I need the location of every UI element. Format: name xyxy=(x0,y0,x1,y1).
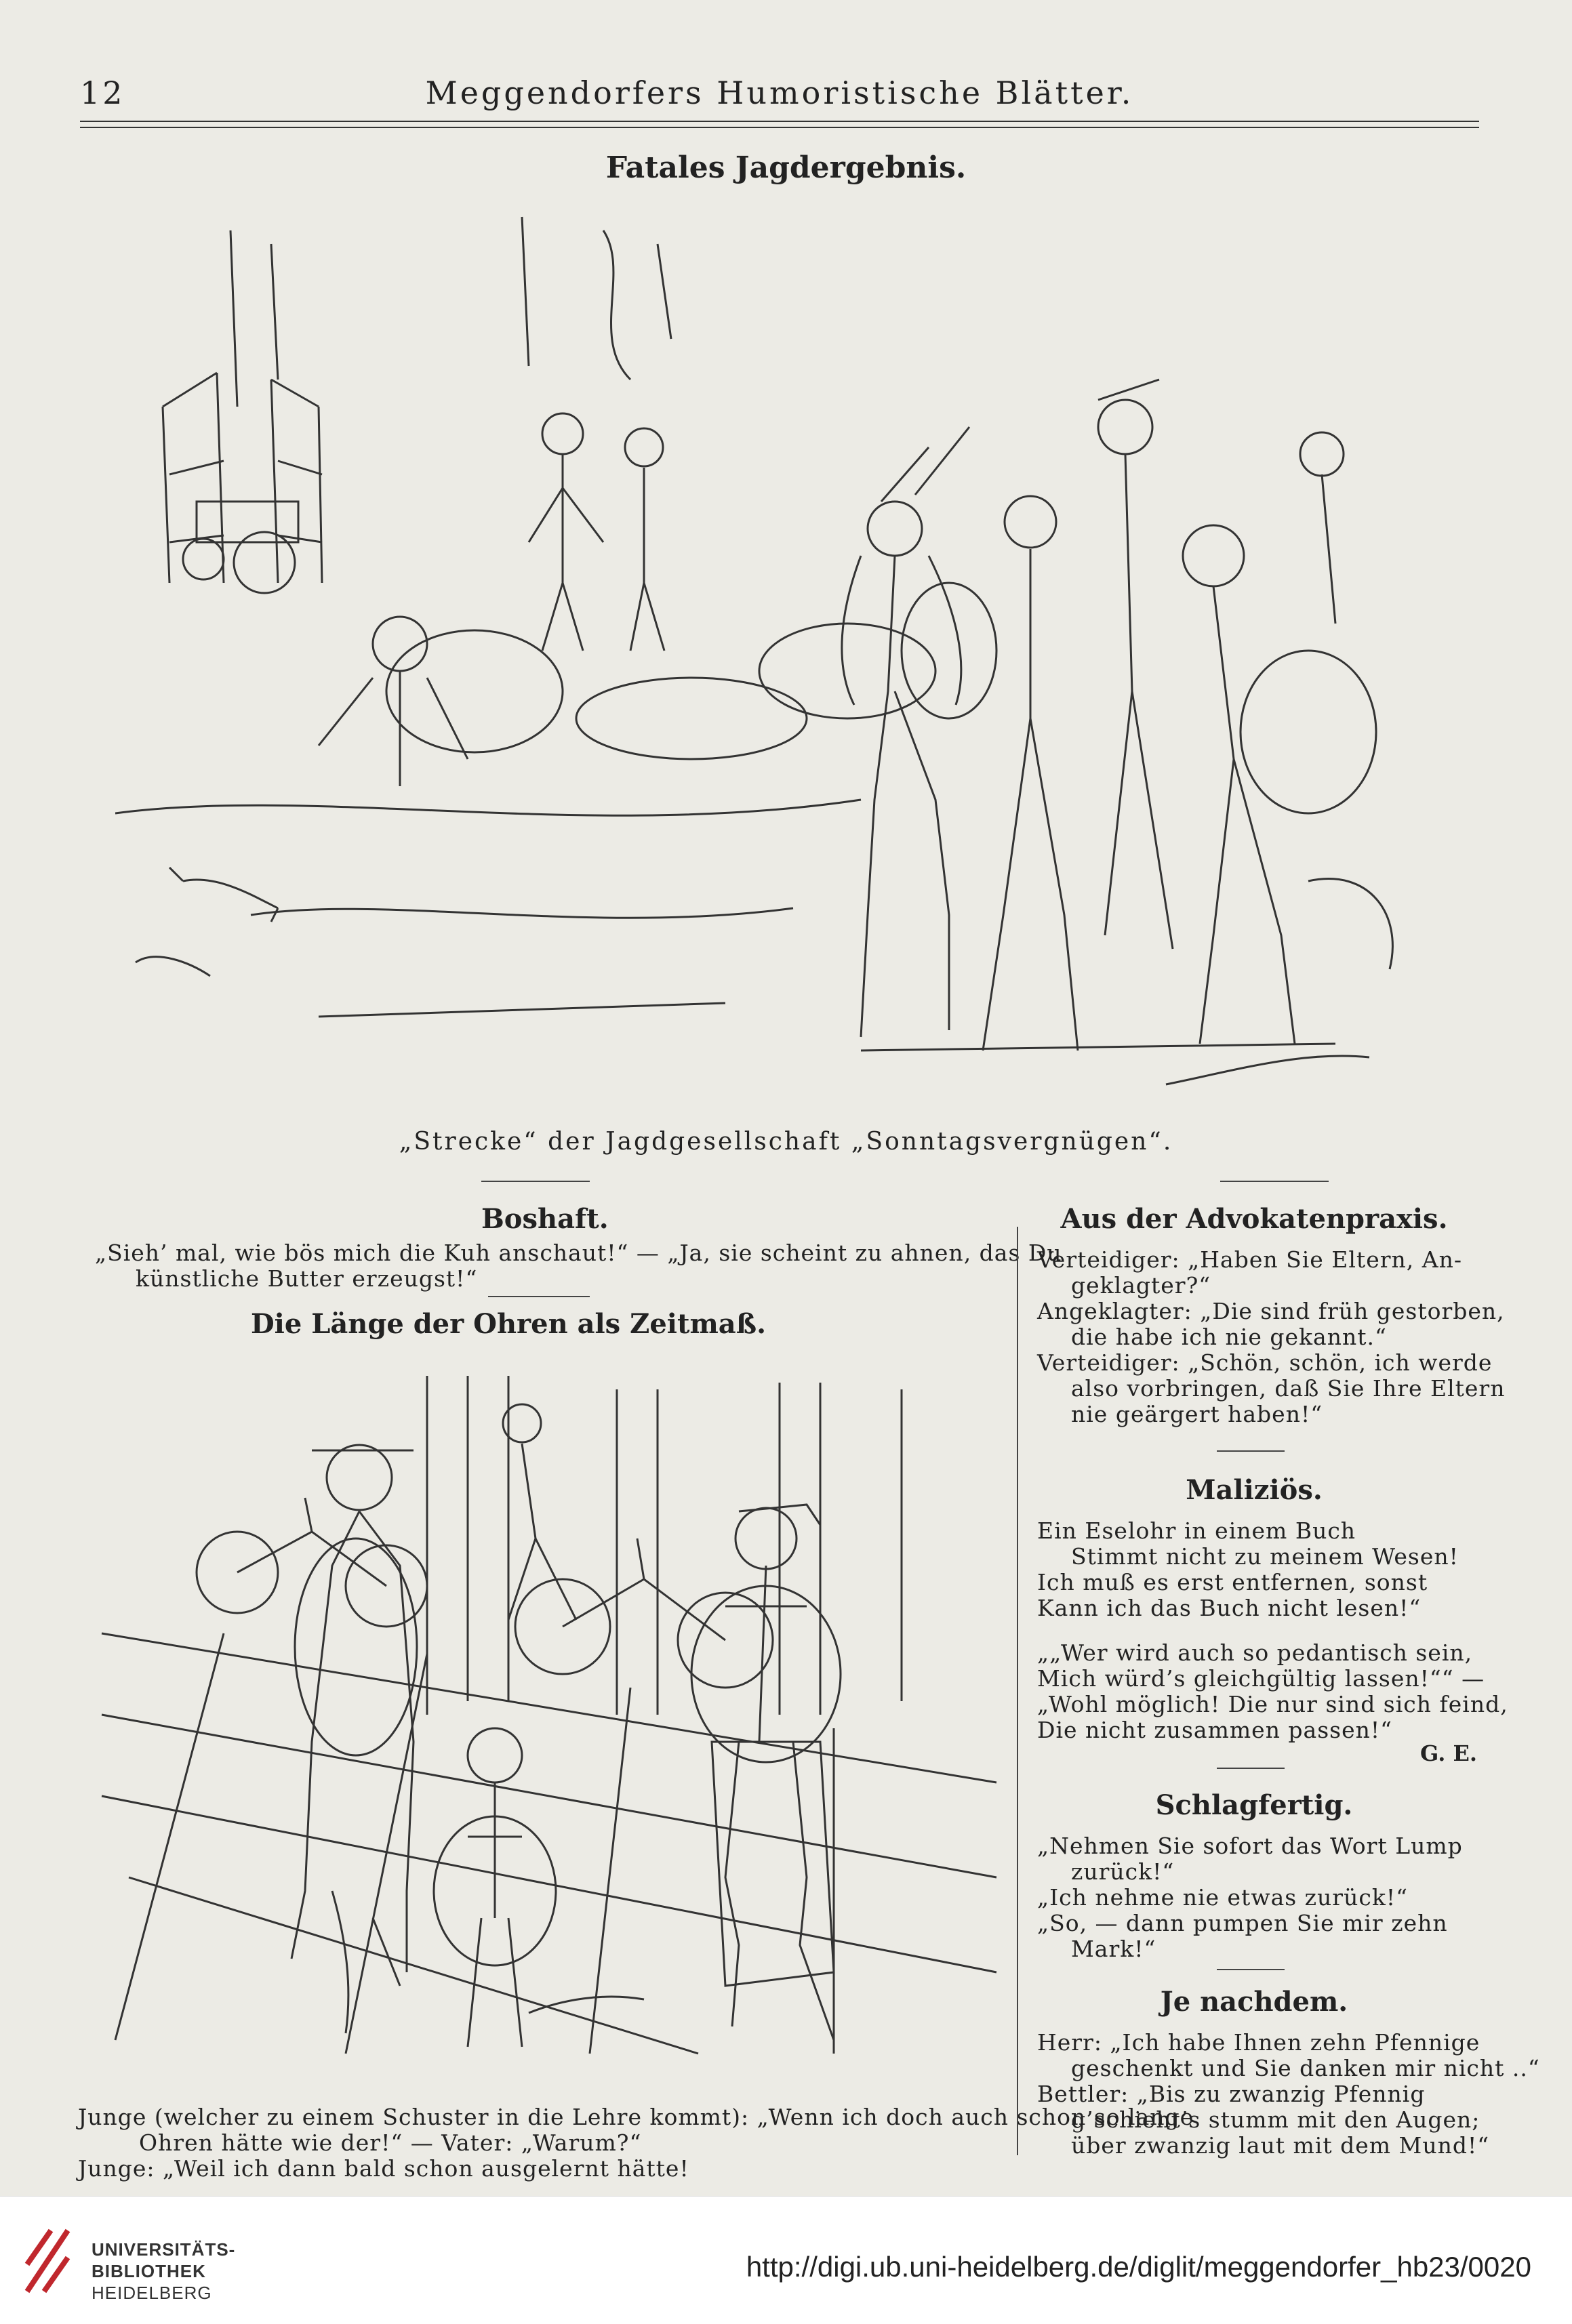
advokat-text xyxy=(1037,1246,1506,1427)
text-line: Stimmt nicht zu meinem Wesen! xyxy=(1071,1543,1459,1570)
separator xyxy=(488,1296,590,1297)
source-url-link[interactable]: http://digi.ub.uni-heidelberg.de/diglit/meggendorfer_hb23/0020 xyxy=(746,2251,1531,2283)
running-header xyxy=(80,69,1479,117)
nachdem-text xyxy=(1037,2029,1540,2159)
text-line: Bettler: „Bis zu zwanzig Pfennig xyxy=(1037,2081,1426,2107)
text-line: Kann ich das Buch nicht lesen!“ xyxy=(1037,1595,1422,1621)
text-line: Verteidiger: „Haben Sie Eltern, An- xyxy=(1037,1246,1462,1273)
text-line: Angeklagter: „Die sind früh gestorben, xyxy=(1037,1298,1505,1324)
library-name xyxy=(92,2239,235,2304)
text-line: „Ich nehme nie etwas zurück!“ xyxy=(1037,1884,1408,1911)
library-logo-icon xyxy=(20,2224,75,2298)
boshaft-text xyxy=(95,1240,1062,1292)
text-line: „Nehmen Sie sofort das Wort Lump xyxy=(1037,1833,1463,1859)
text-line: Junge (welcher zu einem Schuster in die Lehre kommt): „Wenn ich doch auch schon so lange xyxy=(78,2104,1194,2130)
text-line: „„Wer wird auch so pedantisch sein, xyxy=(1037,1639,1473,1666)
text-line: „Wohl möglich! Die nur sind sich feind, xyxy=(1037,1691,1508,1717)
page-number: 12 xyxy=(80,75,125,111)
library-name-line: UNIVERSITÄTS- xyxy=(92,2239,236,2260)
text-line: also vorbringen, daß Sie Ihre Eltern xyxy=(1071,1375,1506,1402)
separator xyxy=(1217,1768,1285,1769)
text-line: Ich muß es erst entfernen, sonst xyxy=(1037,1569,1428,1595)
malizioes-stanza-2 xyxy=(1037,1639,1508,1743)
header-rule xyxy=(80,121,1479,128)
text-line: über zwanzig laut mit dem Mund!“ xyxy=(1071,2132,1490,2159)
library-name-line: BIBLIOTHEK xyxy=(92,2261,206,2281)
text-line: „Sieh’ mal, wie bös mich die Kuh anschaut!“ — „Ja, sie scheint zu ahnen, das Du xyxy=(95,1240,1062,1266)
text-line: Junge: „Weil ich dann bald schon ausgelernt hätte! xyxy=(78,2155,689,2182)
text-line: g’schieht’s stumm mit den Augen; xyxy=(1071,2106,1480,2133)
text-line: Ein Eselohr in einem Buch xyxy=(1037,1517,1356,1544)
top-caption: „Strecke“ der Jagdgesellschaft „Sonntagsvergnügen“. xyxy=(399,1128,1173,1156)
journal-title: Meggendorfers Humoristische Blätter. xyxy=(425,75,1134,111)
library-name-line: HEIDELBERG xyxy=(92,2283,212,2303)
poem-signature: G. E. xyxy=(1420,1740,1477,1766)
schlag-text xyxy=(1037,1833,1485,1962)
boshaft-title: Boshaft. xyxy=(481,1203,609,1235)
text-line: geschenkt und Sie danken mir nicht ..“ xyxy=(1071,2055,1540,2081)
text-line: Herr: „Ich habe Ihnen zehn Pfennige xyxy=(1037,2029,1480,2056)
text-line: Mark!“ xyxy=(1071,1936,1156,1962)
text-line: zurück!“ xyxy=(1071,1858,1175,1885)
advokat-title: Aus der Advokatenpraxis. xyxy=(1060,1203,1448,1235)
text-line: Verteidiger: „Schön, schön, ich werde xyxy=(1037,1349,1493,1376)
schlag-title: Schlagfertig. xyxy=(1155,1789,1353,1821)
separator xyxy=(1217,1450,1285,1452)
separator xyxy=(481,1181,590,1182)
malizioes-stanza-1 xyxy=(1037,1518,1485,1621)
text-line: Mich würd’s gleichgültig lassen!““ — xyxy=(1037,1665,1485,1692)
text-line: geklagter?“ xyxy=(1071,1272,1211,1299)
separator xyxy=(1220,1181,1329,1182)
malizioes-title: Maliziös. xyxy=(1186,1474,1323,1506)
top-title: Fatales Jagdergebnis. xyxy=(605,150,967,185)
ohren-title: Die Länge der Ohren als Zeitmaß. xyxy=(250,1308,767,1340)
hunting-illustration xyxy=(115,203,1464,1118)
text-line: Ohren hätte wie der!“ — Vater: „Warum?“ xyxy=(139,2129,642,2156)
ohren-illustration xyxy=(88,1362,1010,2067)
ohren-text xyxy=(78,2104,1194,2182)
text-line: „So, — dann pumpen Sie mir zehn xyxy=(1037,1910,1448,1936)
viewer-footer xyxy=(0,2196,1572,2324)
text-line: künstliche Butter erzeugst!“ xyxy=(136,1265,478,1292)
separator xyxy=(1217,1969,1285,1970)
text-line: nie geärgert haben!“ xyxy=(1071,1401,1323,1427)
text-line: Die nicht zusammen passen!“ xyxy=(1037,1717,1393,1743)
nachdem-title: Je nachdem. xyxy=(1160,1986,1348,2018)
text-line: die habe ich nie gekannt.“ xyxy=(1071,1324,1387,1350)
